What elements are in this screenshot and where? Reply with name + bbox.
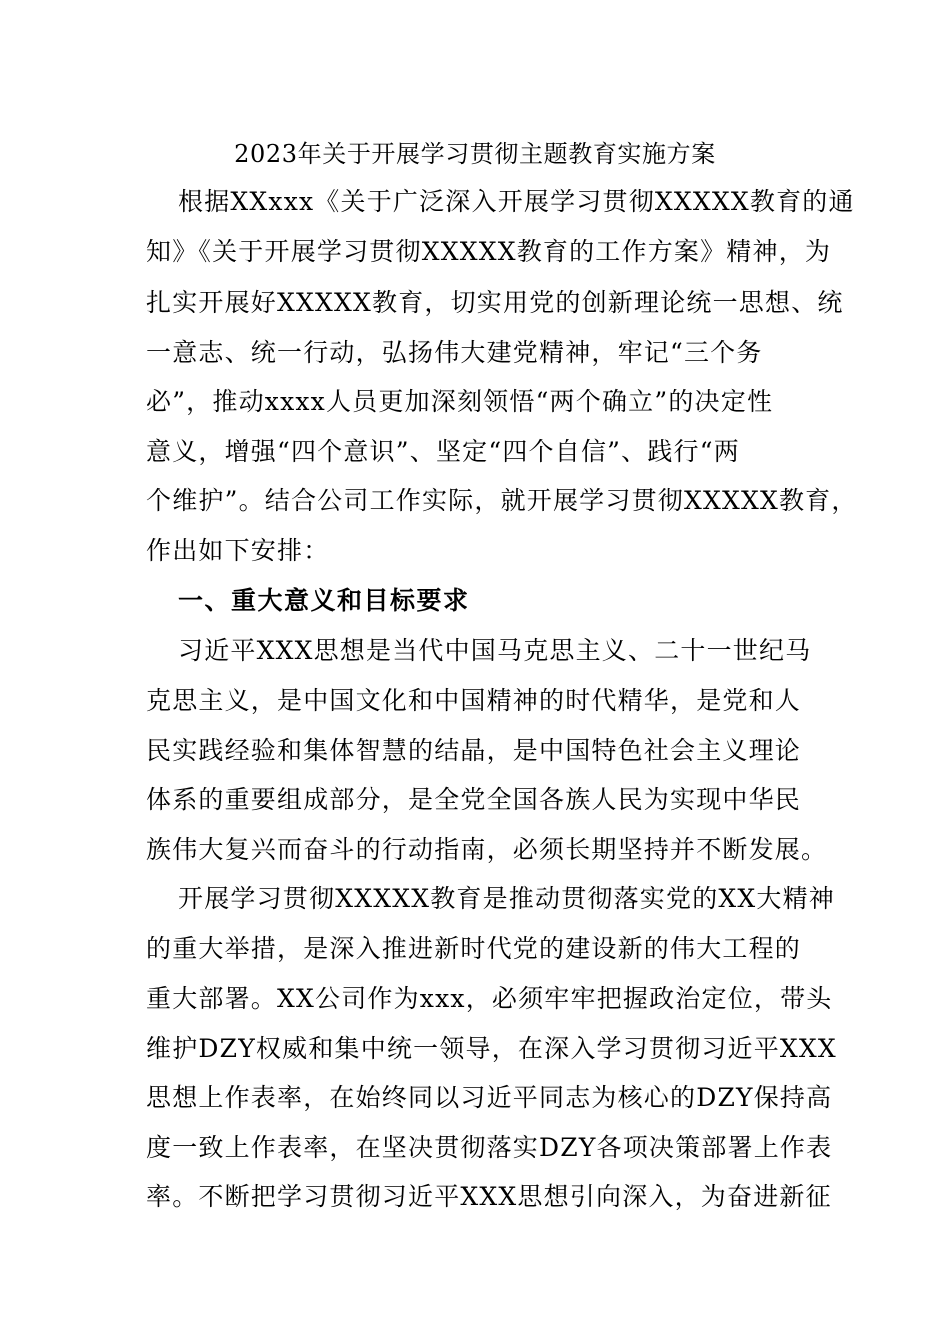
paragraph-line: 开展学习贯彻XXXXX教育是推动贯彻落实党的XX大精神: [178, 884, 835, 913]
paragraph-line: 扎实开展好XXXXX教育，切实用党的创新理论统一思想、统: [146, 288, 844, 317]
paragraph-line: 克思主义，是中国文化和中国精神的时代精华，是党和人: [146, 686, 802, 715]
paragraph-line: 一意志、统一行动，弘扬伟大建党精神，牢记“三个务: [146, 338, 763, 367]
paragraph-line: 族伟大复兴而奋斗的行动指南，必须长期坚持并不断发展。: [146, 835, 828, 864]
document-title: 2023年关于开展学习贯彻主题教育实施方案: [234, 140, 716, 168]
paragraph-line: 根据XXxxx《关于广泛深入开展学习贯彻XXXXX教育的通: [178, 187, 855, 216]
paragraph-line: 度一致上作表率，在坚决贯彻落实DZY各项决策部署上作表: [146, 1133, 833, 1162]
paragraph-line: 作出如下安排：: [146, 536, 330, 565]
section-heading: 一、重大意义和目标要求: [178, 586, 470, 615]
paragraph-line: 必”，推动xxxx人员更加深刻领悟“两个确立”的决定性: [146, 387, 774, 416]
paragraph-line: 意义，增强“四个意识”、坚定“四个自信”、践行“两: [146, 437, 740, 466]
paragraph-line: 知》《关于开展学习贯彻XXXXX教育的工作方案》精神，为: [146, 237, 832, 266]
paragraph-line: 体系的重要组成部分，是全党全国各族人民为实现中华民: [146, 785, 802, 814]
paragraph-line: 个维护”。结合公司工作实际，就开展学习贯彻XXXXX教育，: [146, 486, 858, 515]
paragraph-line: 维护DZY权威和集中统一领导，在深入学习贯彻习近平XXX: [146, 1034, 837, 1063]
paragraph-line: 思想上作表率，在始终同以习近平同志为核心的DZY保持高: [146, 1083, 833, 1112]
paragraph-line: 率。不断把学习贯彻习近平XXX思想引向深入，为奋进新征: [146, 1182, 832, 1211]
paragraph-line: 重大部署。XX公司作为xxx，必须牢牢把握政治定位，带头: [146, 984, 833, 1013]
paragraph-line: 民实践经验和集体智慧的结晶，是中国特色社会主义理论: [146, 736, 802, 765]
paragraph-line: 习近平XXX思想是当代中国马克思主义、二十一世纪马: [178, 636, 812, 665]
paragraph-line: 的重大举措，是深入推进新时代党的建设新的伟大工程的: [146, 934, 802, 963]
